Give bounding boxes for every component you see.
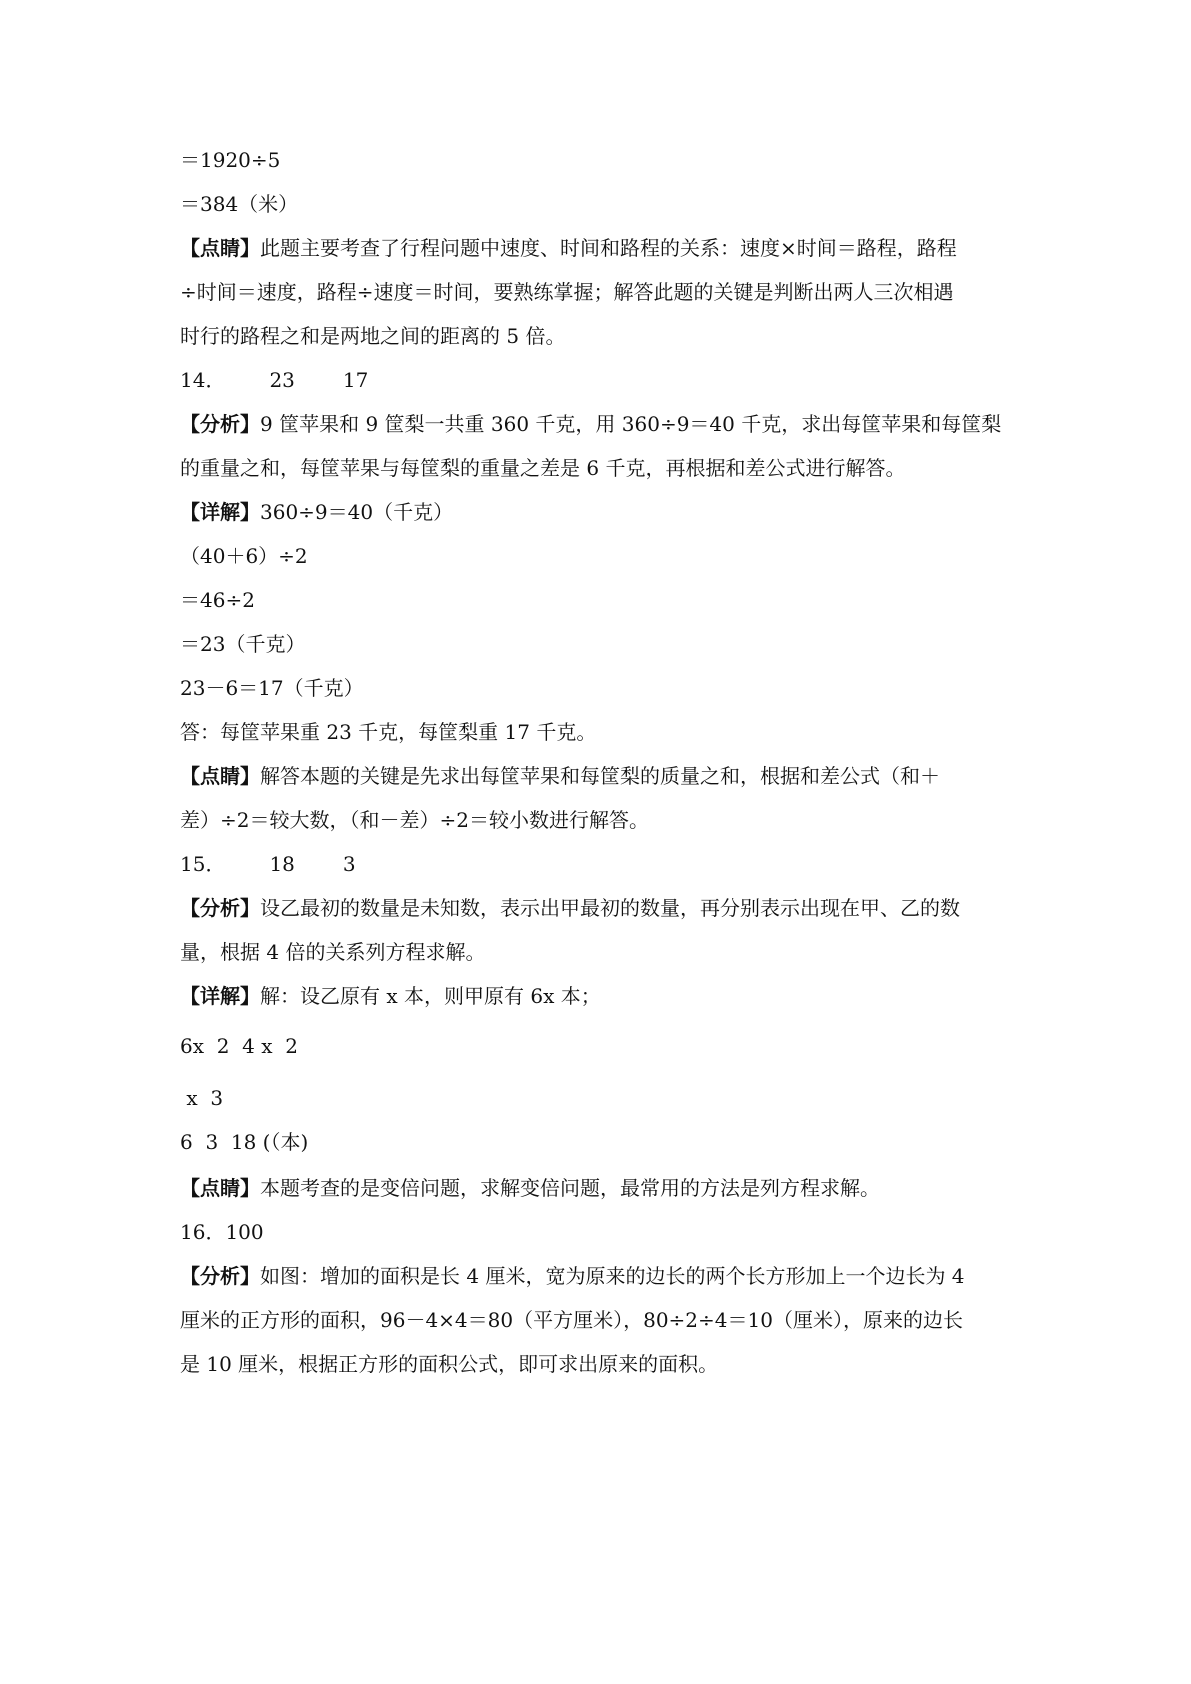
section-tag: 【点睛】: [180, 1176, 260, 1200]
section-tag: 【分析】: [180, 412, 260, 436]
text-line: ＝384（米）: [180, 192, 299, 216]
answer-line: [180, 850, 1040, 878]
answer-blank-1: 23: [269, 368, 295, 392]
section-tag: 【分析】: [180, 1264, 260, 1288]
answer-blank-2: 3: [342, 852, 356, 876]
text-line: （40＋6）÷2: [180, 544, 308, 568]
text-line: ＝23（千克）: [180, 632, 306, 656]
text-line: ＝46÷2: [180, 588, 255, 612]
equation-line: 6 3 18 (（本): [180, 1130, 309, 1154]
section-tag: 【详解】: [180, 500, 260, 524]
text-line: 差）÷2＝较大数，（和－差）÷2＝较小数进行解答。: [180, 808, 649, 832]
comment-text: 本题考查的是变倍问题，求解变倍问题，最常用的方法是列方程求解。: [260, 1176, 880, 1200]
equation-line: x 3: [180, 1086, 224, 1110]
text-line: 的重量之和，每筐苹果与每筐梨的重量之差是 6 千克，再根据和差公式进行解答。: [180, 456, 906, 480]
analysis-line: [180, 1262, 1040, 1290]
analysis-text: 如图：增加的面积是长 4 厘米，宽为原来的边长的两个长方形加上一个边长为 4: [260, 1264, 965, 1288]
comment-text: 此题主要考查了行程问题中速度、时间和路程的关系：速度×时间＝路程，路程: [260, 236, 957, 260]
solution-line: [180, 498, 1040, 526]
comment-text: 解答本题的关键是先求出每筐苹果和每筐梨的质量之和，根据和差公式（和＋: [260, 764, 940, 788]
question-number: 15．: [180, 852, 226, 876]
solution-text: 解：设乙原有 x 本，则甲原有 6x 本；: [260, 984, 601, 1008]
section-tag: 【点睛】: [180, 236, 260, 260]
text-line: 量，根据 4 倍的关系列方程求解。: [180, 940, 486, 964]
comment-line: [180, 762, 1040, 790]
comment-line: [180, 1174, 1040, 1202]
analysis-line: [180, 894, 1040, 922]
text-line: ÷时间＝速度，路程÷速度＝时间，要熟练掌握；解答此题的关键是判断出两人三次相遇: [180, 280, 954, 304]
section-tag: 【点睛】: [180, 764, 260, 788]
solution-text: 360÷9＝40（千克）: [260, 500, 454, 524]
answer-blank-2: 17: [342, 368, 369, 392]
text-line: 23－6＝17（千克）: [180, 676, 364, 700]
analysis-text: 设乙最初的数量是未知数，表示出甲最初的数量，再分别表示出现在甲、乙的数: [260, 896, 960, 920]
equation-line: 6x 2 4 x 2: [180, 1034, 298, 1058]
text-line: 时行的路程之和是两地之间的距离的 5 倍。: [180, 324, 566, 348]
answer-line: [180, 366, 1040, 394]
text-line: 厘米的正方形的面积，96－4×4＝80（平方厘米），80÷2÷4＝10（厘米），原来的边长: [180, 1308, 963, 1332]
text-line: 答：每筐苹果重 23 千克，每筐梨重 17 千克。: [180, 720, 597, 744]
answer-line: 16．100: [180, 1220, 264, 1244]
comment-line: [180, 234, 1040, 262]
text-line: 是 10 厘米，根据正方形的面积公式，即可求出原来的面积。: [180, 1352, 719, 1376]
question-number: 14．: [180, 368, 226, 392]
section-tag: 【分析】: [180, 896, 260, 920]
analysis-text: 9 筐苹果和 9 筐梨一共重 360 千克，用 360÷9＝40 千克，求出每筐苹果和每筐梨: [260, 412, 1002, 436]
answer-blank-1: 18: [269, 852, 295, 876]
section-tag: 【详解】: [180, 984, 260, 1008]
analysis-line: [180, 410, 1040, 438]
text-line: ＝1920÷5: [180, 148, 281, 172]
solution-line: [180, 982, 1040, 1010]
